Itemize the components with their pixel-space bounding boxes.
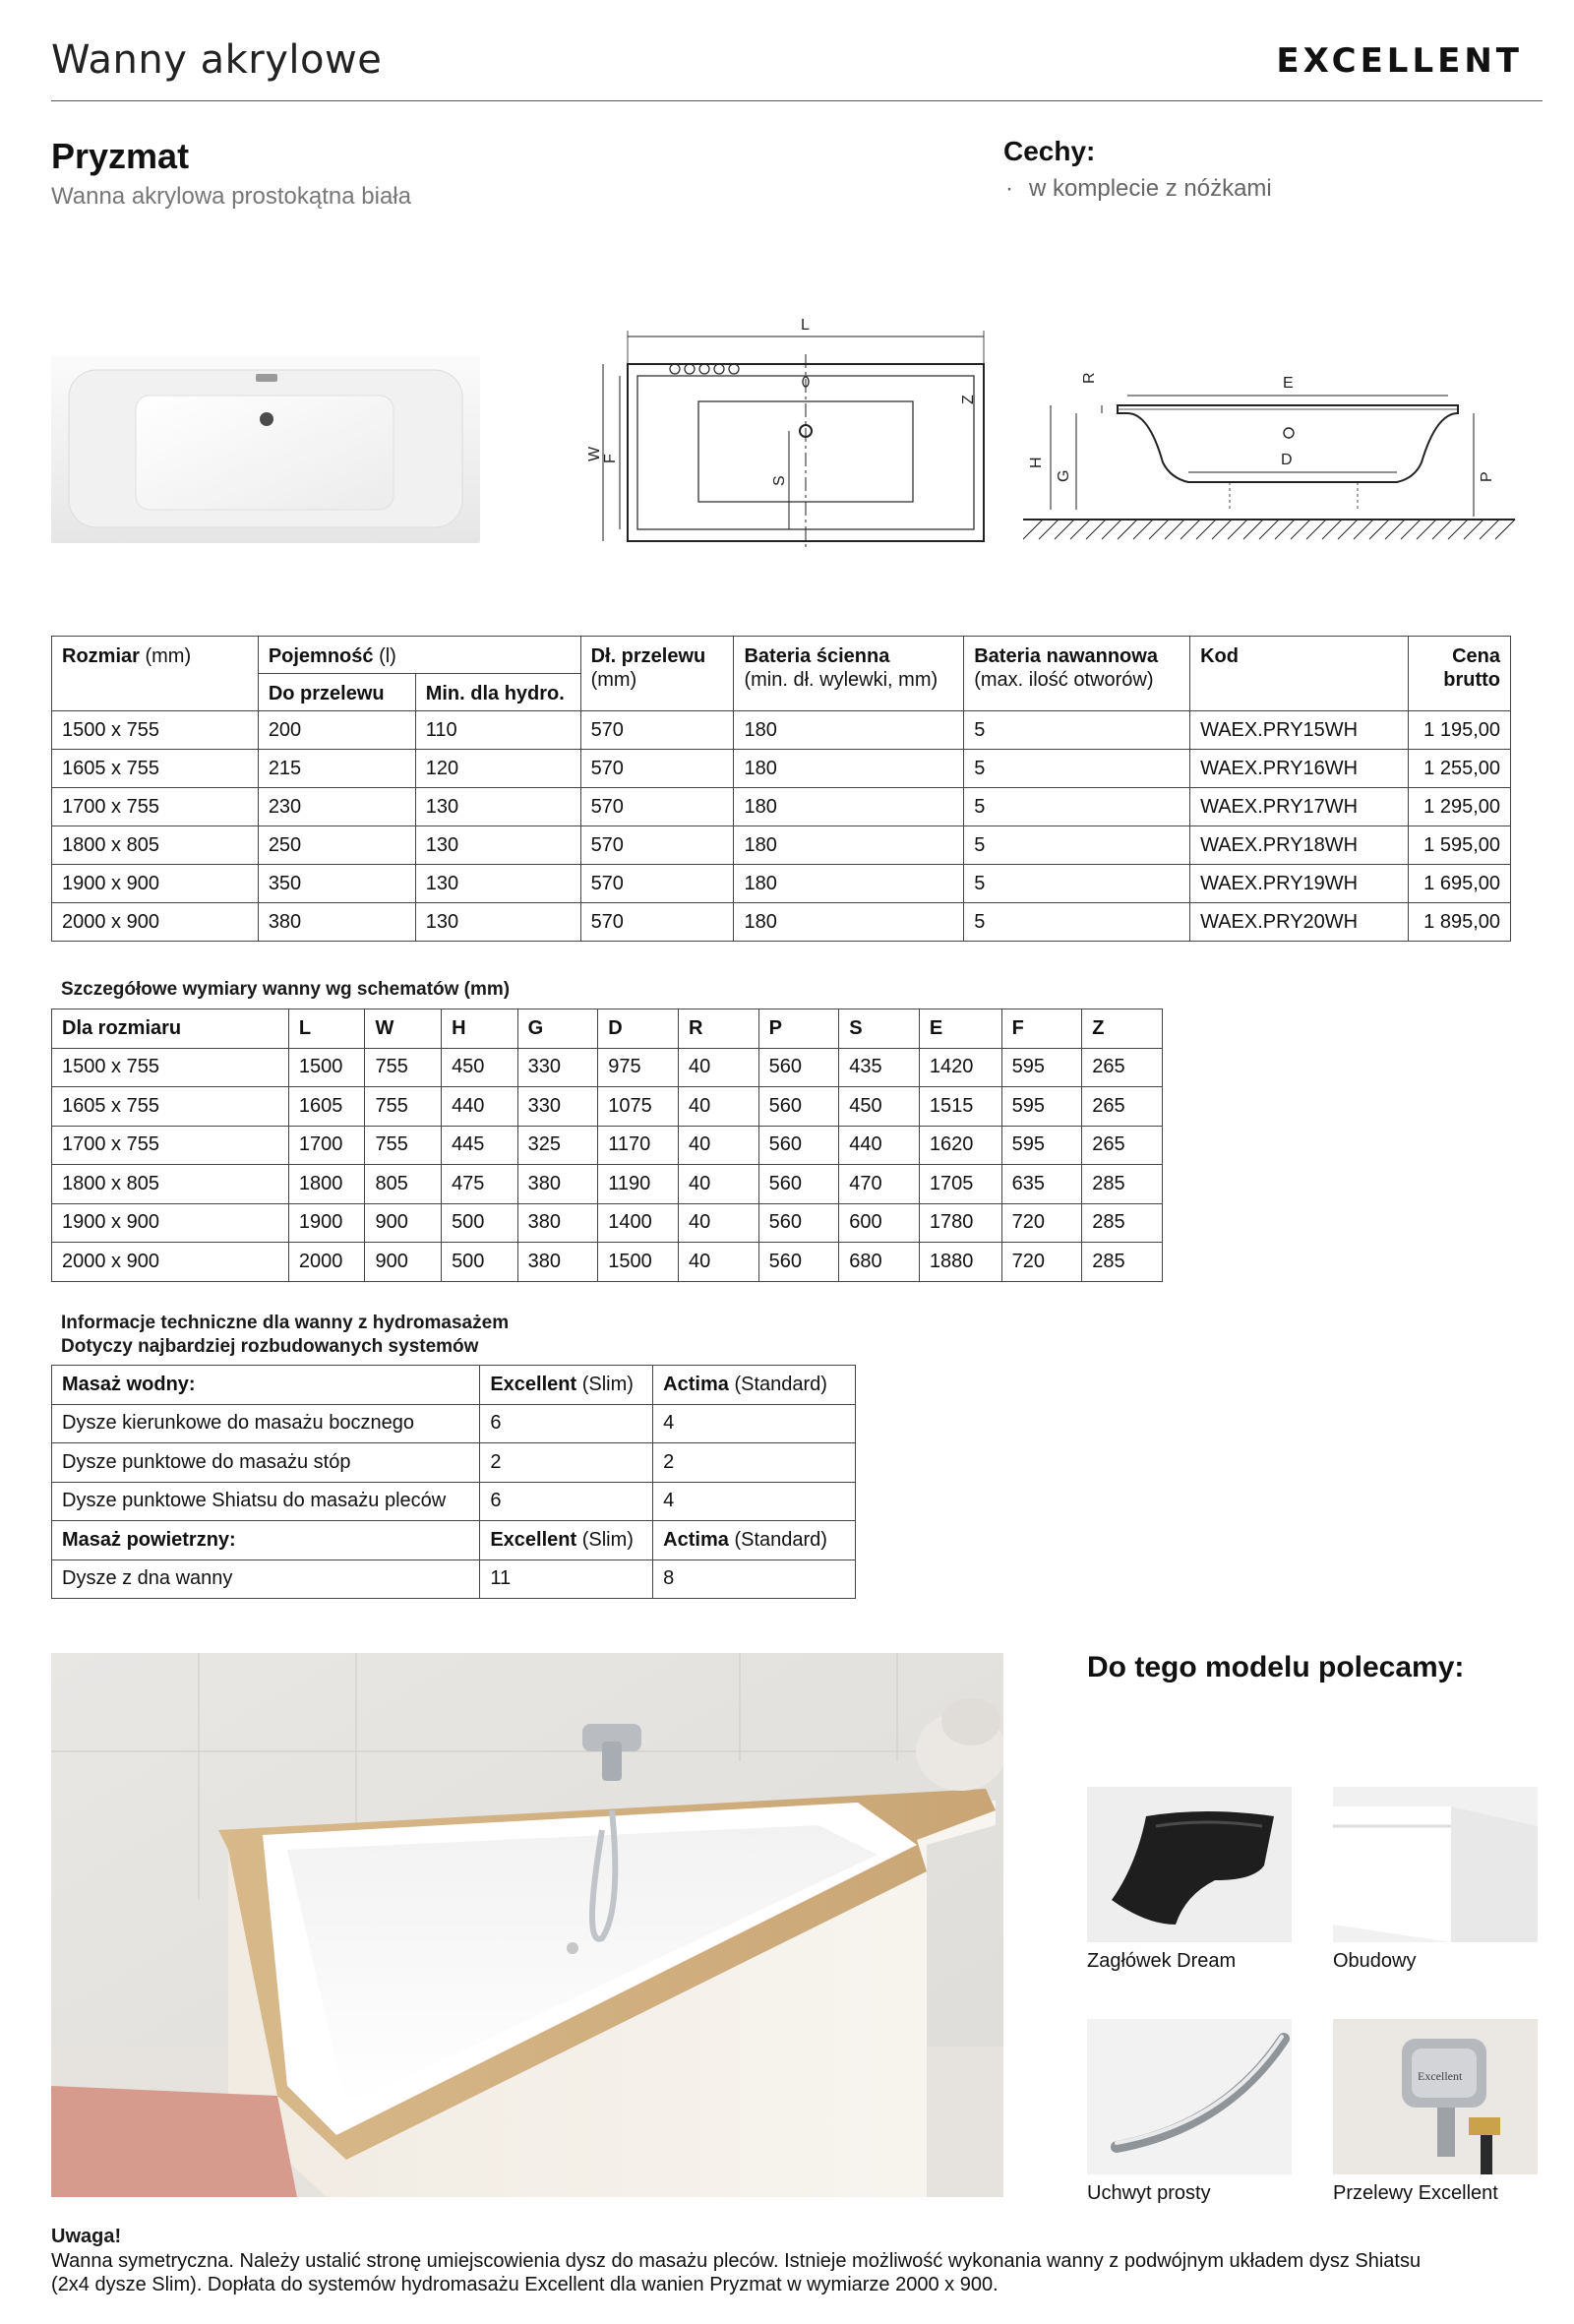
dims-cell: 500: [442, 1243, 518, 1282]
dims-cell: 285: [1082, 1243, 1163, 1282]
overflow-drain-label[interactable]: Przelewy Excellent: [1333, 2182, 1498, 2204]
header-min-hydro: Min. dla hydro.: [415, 674, 580, 711]
dims-cell: 560: [758, 1048, 839, 1087]
cell-to-overflow: 250: [258, 826, 415, 865]
cell-overflow-length: 570: [580, 750, 734, 788]
header-deck-tap: Bateria nawannowa (max. ilość otworów): [964, 637, 1190, 711]
dims-cell: 265: [1082, 1048, 1163, 1087]
features-list: [1005, 175, 1272, 203]
dims-cell: 500: [442, 1203, 518, 1243]
cell-price: 1 695,00: [1408, 865, 1510, 903]
cell-price: 1 595,00: [1408, 826, 1510, 865]
header-to-overflow: Do przelewu: [258, 674, 415, 711]
dims-cell: 40: [678, 1165, 758, 1204]
hydro-cell-a: 6: [480, 1404, 653, 1443]
hydromassage-table: [51, 1365, 856, 1599]
cell-product-code: WAEX.PRY19WH: [1190, 865, 1409, 903]
table-row: [52, 903, 1511, 942]
hydro-section-title: Masaż powietrzny:: [52, 1521, 480, 1560]
note-text: [51, 2249, 1527, 2296]
dims-cell: 1700 x 755: [52, 1126, 289, 1165]
dims-cell: 560: [758, 1203, 839, 1243]
dims-header-cell: S: [839, 1009, 920, 1049]
dimensions-table: [51, 1009, 1163, 1282]
dims-cell: 755: [365, 1087, 442, 1127]
cell-deck-tap: 5: [964, 788, 1190, 826]
cell-size: 1500 x 755: [52, 711, 259, 750]
dims-header-cell: L: [288, 1009, 365, 1049]
cell-wall-tap: 180: [734, 750, 964, 788]
dims-cell: 595: [1001, 1126, 1082, 1165]
dims-cell: 1515: [919, 1087, 1001, 1127]
dims-cell: 380: [517, 1243, 598, 1282]
cell-price: 1 255,00: [1408, 750, 1510, 788]
table-row: [52, 1560, 856, 1599]
dims-header-cell: Dla rozmiaru: [52, 1009, 289, 1049]
cell-overflow-length: 570: [580, 826, 734, 865]
table-row: [52, 1126, 1163, 1165]
cell-deck-tap: 5: [964, 750, 1190, 788]
dims-cell: 560: [758, 1087, 839, 1127]
table-row: [52, 826, 1511, 865]
dims-cell: 595: [1001, 1087, 1082, 1127]
dim-label-p: P: [1479, 471, 1495, 482]
cell-size: 1605 x 755: [52, 750, 259, 788]
hydro-col-actima: Actima (Standard): [653, 1521, 856, 1560]
dims-cell: 560: [758, 1126, 839, 1165]
hydro-col-excellent: Excellent (Slim): [480, 1366, 653, 1405]
dims-cell: 2000 x 900: [52, 1243, 289, 1282]
brand-logo: EXCELLENT: [1276, 41, 1523, 81]
cell-size: 1800 x 805: [52, 826, 259, 865]
dims-cell: 1500: [598, 1243, 679, 1282]
cell-product-code: WAEX.PRY17WH: [1190, 788, 1409, 826]
dims-header-cell: Z: [1082, 1009, 1163, 1049]
dims-cell: 330: [517, 1087, 598, 1127]
dims-cell: 1605 x 755: [52, 1087, 289, 1127]
dim-label-r: R: [1081, 372, 1098, 384]
cell-deck-tap: 5: [964, 903, 1190, 942]
dims-cell: 755: [365, 1126, 442, 1165]
siphon-logo-text: Excellent: [1418, 2069, 1463, 2083]
header-price: Cena brutto: [1408, 637, 1510, 711]
dims-cell: 1400: [598, 1203, 679, 1243]
size-price-table: [51, 636, 1511, 942]
dims-cell: 1170: [598, 1126, 679, 1165]
hydro-cell-b: 4: [653, 1404, 856, 1443]
cell-wall-tap: 180: [734, 903, 964, 942]
dims-cell: 1705: [919, 1165, 1001, 1204]
dims-header-cell: P: [758, 1009, 839, 1049]
hydro-section-header: [52, 1521, 856, 1560]
header-size: Rozmiar (mm): [52, 637, 259, 711]
hydro-section-header: [52, 1366, 856, 1405]
hydro-col-actima: Actima (Standard): [653, 1366, 856, 1405]
dims-cell: 1900 x 900: [52, 1203, 289, 1243]
dim-label-d: D: [1281, 452, 1293, 468]
dim-label-g: G: [1056, 469, 1072, 482]
header-code: Kod: [1190, 637, 1409, 711]
cell-to-overflow: 380: [258, 903, 415, 942]
grab-handle-label[interactable]: Uchwyt prosty: [1087, 2182, 1211, 2204]
hydro-col-excellent: Excellent (Slim): [480, 1521, 653, 1560]
headrest-image[interactable]: [1087, 1787, 1292, 1942]
tub-panels-image[interactable]: [1333, 1787, 1538, 1942]
dims-cell: 40: [678, 1087, 758, 1127]
dims-cell: 380: [517, 1203, 598, 1243]
cell-product-code: WAEX.PRY16WH: [1190, 750, 1409, 788]
hydro-cell-b: 4: [653, 1482, 856, 1521]
cell-wall-tap: 180: [734, 865, 964, 903]
dims-cell: 1700: [288, 1126, 365, 1165]
table-row: [52, 788, 1511, 826]
dims-cell: 635: [1001, 1165, 1082, 1204]
table-row: [52, 750, 1511, 788]
bathtub-top-view-photo: [51, 356, 480, 543]
table-row: [52, 1048, 1163, 1087]
dims-cell: 1190: [598, 1165, 679, 1204]
hydro-table-caption: [61, 1312, 509, 1359]
hydro-cell-a: 11: [480, 1560, 653, 1599]
overflow-drain-image[interactable]: [1333, 2019, 1538, 2174]
dims-cell: 450: [442, 1048, 518, 1087]
cell-min-hydro: 130: [415, 903, 580, 942]
dims-cell: 1075: [598, 1087, 679, 1127]
cell-to-overflow: 350: [258, 865, 415, 903]
dims-cell: 600: [839, 1203, 920, 1243]
cell-min-hydro: 110: [415, 711, 580, 750]
header-capacity: Pojemność (l): [258, 637, 580, 674]
cell-min-hydro: 130: [415, 788, 580, 826]
cell-wall-tap: 180: [734, 711, 964, 750]
features-title: Cechy:: [1003, 136, 1096, 166]
cell-product-code: WAEX.PRY15WH: [1190, 711, 1409, 750]
recommend-title: Do tego modelu polecamy:: [1087, 1651, 1465, 1683]
table-row: [52, 1243, 1163, 1282]
cell-price: 1 195,00: [1408, 711, 1510, 750]
top-view-diagram: [578, 315, 992, 561]
dims-header-cell: D: [598, 1009, 679, 1049]
table-row: [52, 1203, 1163, 1243]
cell-product-code: WAEX.PRY18WH: [1190, 826, 1409, 865]
dims-cell: 330: [517, 1048, 598, 1087]
dim-label-s: S: [771, 475, 788, 486]
side-view-diagram: [1023, 315, 1535, 541]
cell-overflow-length: 570: [580, 903, 734, 942]
cell-deck-tap: 5: [964, 826, 1190, 865]
dim-label-h: H: [1028, 457, 1045, 468]
note-title: Uwaga!: [51, 2226, 122, 2247]
table-row: [52, 1165, 1163, 1204]
dims-cell: 440: [442, 1087, 518, 1127]
dims-cell: 440: [839, 1126, 920, 1165]
dims-cell: 445: [442, 1126, 518, 1165]
product-name: Pryzmat: [51, 136, 190, 176]
hydro-cell-b: 8: [653, 1560, 856, 1599]
table-row: [52, 865, 1511, 903]
hydro-cell-label: Dysze kierunkowe do masażu bocznego: [52, 1404, 480, 1443]
table-row: [52, 1482, 856, 1521]
cell-min-hydro: 130: [415, 865, 580, 903]
dims-cell: 1800: [288, 1165, 365, 1204]
hydro-cell-label: Dysze z dna wanny: [52, 1560, 480, 1599]
dims-cell: 380: [517, 1165, 598, 1204]
dims-cell: 1605: [288, 1087, 365, 1127]
table-row: [52, 1443, 856, 1483]
table-row: [52, 1087, 1163, 1127]
dims-cell: 285: [1082, 1165, 1163, 1204]
hydro-cell-label: Dysze punktowe Shiatsu do masażu pleców: [52, 1482, 480, 1521]
note-line-1: Wanna symetryczna. Należy ustalić stronę umiejscowienia dysz do masażu pleców. Istnieje możliwość wykonania wanny z podwójnym układem dysz Shiatsu: [51, 2250, 1422, 2272]
cell-to-overflow: 230: [258, 788, 415, 826]
dims-cell: 755: [365, 1048, 442, 1087]
cell-wall-tap: 180: [734, 826, 964, 865]
cell-wall-tap: 180: [734, 788, 964, 826]
cell-price: 1 295,00: [1408, 788, 1510, 826]
dims-cell: 975: [598, 1048, 679, 1087]
dims-cell: 680: [839, 1243, 920, 1282]
dims-cell: 560: [758, 1165, 839, 1204]
table-row: [52, 711, 1511, 750]
dims-cell: 560: [758, 1243, 839, 1282]
cell-product-code: WAEX.PRY20WH: [1190, 903, 1409, 942]
dims-cell: 40: [678, 1126, 758, 1165]
dims-cell: 1800 x 805: [52, 1165, 289, 1204]
cell-min-hydro: 130: [415, 826, 580, 865]
dims-cell: 40: [678, 1048, 758, 1087]
header-overflow-length: Dł. przelewu (mm): [580, 637, 734, 711]
dims-cell: 1880: [919, 1243, 1001, 1282]
cell-overflow-length: 570: [580, 788, 734, 826]
dims-cell: 1780: [919, 1203, 1001, 1243]
dims-cell: 1500: [288, 1048, 365, 1087]
dimensions-table-caption: Szczegółowe wymiary wanny wg schematów (mm): [61, 979, 511, 1000]
dims-cell: 435: [839, 1048, 920, 1087]
cell-price: 1 895,00: [1408, 903, 1510, 942]
note-line-2: (2x4 dysze Slim). Dopłata do systemów hydromasażu Excellent dla wanien Pryzmat w wymiarze 2000 x 900.: [51, 2274, 999, 2295]
dims-cell: 470: [839, 1165, 920, 1204]
hydro-cell-a: 2: [480, 1443, 653, 1483]
grab-handle-image[interactable]: [1087, 2019, 1292, 2174]
dims-header-cell: E: [919, 1009, 1001, 1049]
hydro-cell-b: 2: [653, 1443, 856, 1483]
dims-cell: 1620: [919, 1126, 1001, 1165]
cell-min-hydro: 120: [415, 750, 580, 788]
dim-label-w: W: [586, 446, 603, 461]
cell-size: 1700 x 755: [52, 788, 259, 826]
dims-cell: 900: [365, 1243, 442, 1282]
dims-cell: 285: [1082, 1203, 1163, 1243]
tub-panels-label[interactable]: Obudowy: [1333, 1950, 1417, 1972]
table-row: [52, 1404, 856, 1443]
dims-cell: 595: [1001, 1048, 1082, 1087]
dims-cell: 720: [1001, 1203, 1082, 1243]
dims-cell: 265: [1082, 1126, 1163, 1165]
cell-overflow-length: 570: [580, 865, 734, 903]
dims-cell: 40: [678, 1203, 758, 1243]
header-wall-tap: Bateria ścienna (min. dł. wylewki, mm): [734, 637, 964, 711]
cell-deck-tap: 5: [964, 865, 1190, 903]
hydro-section-title: Masaż wodny:: [52, 1366, 480, 1405]
dim-label-e: E: [1283, 375, 1294, 392]
cell-to-overflow: 200: [258, 711, 415, 750]
cell-overflow-length: 570: [580, 711, 734, 750]
cell-to-overflow: 215: [258, 750, 415, 788]
hydro-caption-line-2: Dotyczy najbardziej rozbudowanych systemów: [61, 1336, 479, 1357]
cell-size: 1900 x 900: [52, 865, 259, 903]
dims-cell: 450: [839, 1087, 920, 1127]
cell-size: 2000 x 900: [52, 903, 259, 942]
hydro-caption-line-1: Informacje techniczne dla wanny z hydromasażem: [61, 1313, 510, 1333]
dims-cell: 475: [442, 1165, 518, 1204]
section-title: Wanny akrylowe: [51, 37, 383, 83]
dim-label-f: F: [602, 454, 619, 463]
dims-header-cell: F: [1001, 1009, 1082, 1049]
dims-cell: 1900: [288, 1203, 365, 1243]
dims-header-cell: W: [365, 1009, 442, 1049]
dim-label-z: Z: [960, 395, 977, 404]
header-divider: [51, 100, 1543, 101]
product-subtitle: Wanna akrylowa prostokątna biała: [51, 183, 411, 210]
hydro-cell-a: 6: [480, 1482, 653, 1521]
dims-cell: 1420: [919, 1048, 1001, 1087]
hydro-cell-label: Dysze punktowe do masażu stóp: [52, 1443, 480, 1483]
dims-cell: 325: [517, 1126, 598, 1165]
dims-cell: 720: [1001, 1243, 1082, 1282]
dims-header-cell: R: [678, 1009, 758, 1049]
headrest-label[interactable]: Zagłówek Dream: [1087, 1950, 1237, 1972]
dims-cell: 900: [365, 1203, 442, 1243]
feature-item: · w komplecie z nóżkami: [1005, 175, 1272, 203]
dim-label-l: L: [801, 317, 810, 334]
dims-cell: 1500 x 755: [52, 1048, 289, 1087]
dims-cell: 2000: [288, 1243, 365, 1282]
dims-cell: 805: [365, 1165, 442, 1204]
dims-header-cell: G: [517, 1009, 598, 1049]
dims-cell: 40: [678, 1243, 758, 1282]
dims-header-cell: H: [442, 1009, 518, 1049]
cell-deck-tap: 5: [964, 711, 1190, 750]
dims-cell: 265: [1082, 1087, 1163, 1127]
bathroom-interior-photo: [51, 1653, 1003, 2197]
